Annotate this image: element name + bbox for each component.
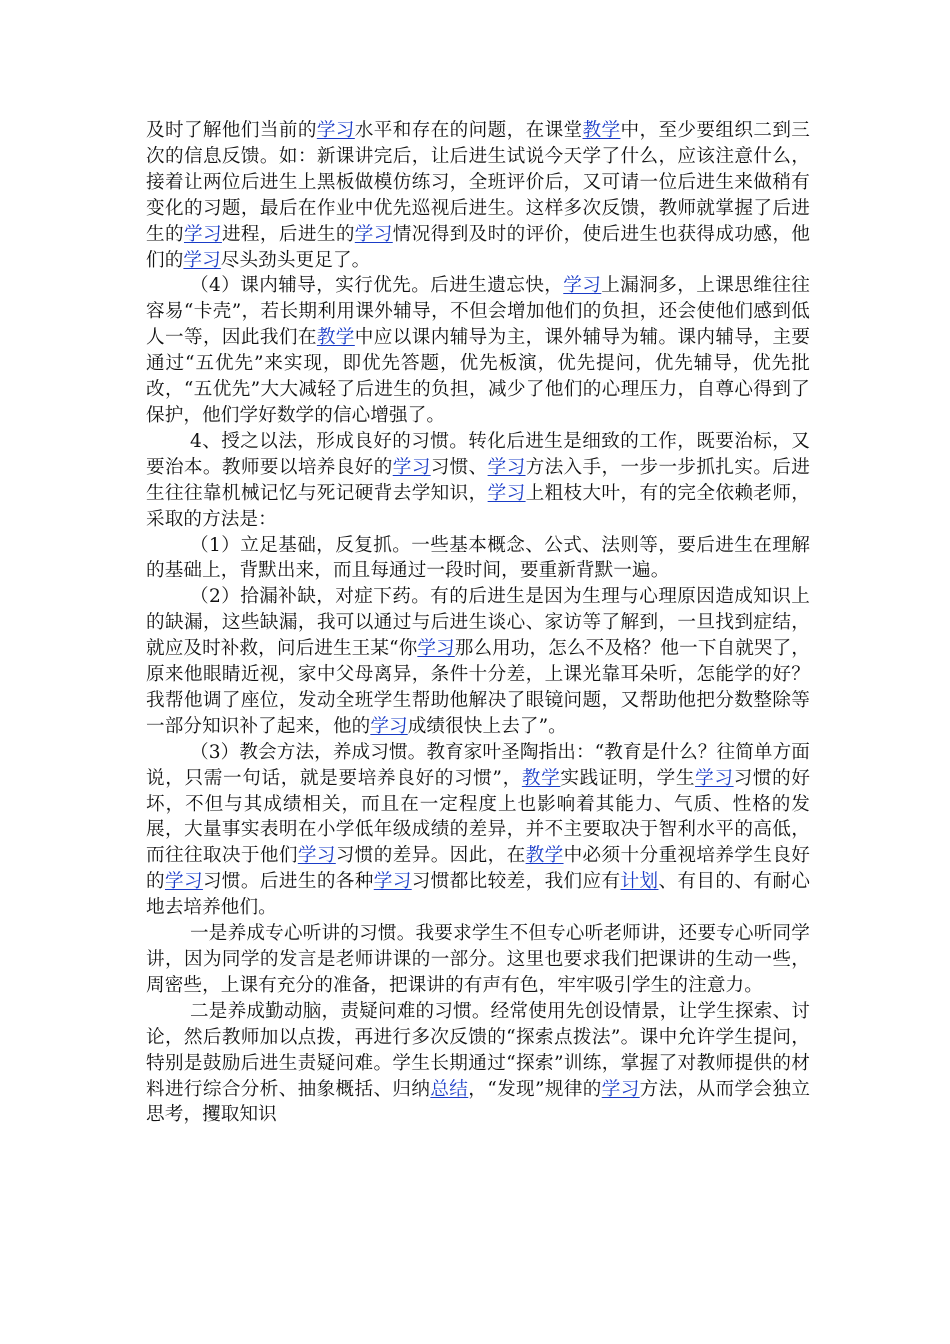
paragraph-text: （1）立足基础，反复抓。一些基本概念、公式、法则等，要后进生在理解的基础上，背默出来，而且每通过一段时间，要重新背默一遍。: [146, 534, 810, 582]
paragraph-text: 上漏洞多，上课思维往往容易“卡壳”，若长期利用课外辅导，不但会增加他们的负担，还会使他们感到低人一等，因此我们在: [146, 275, 810, 349]
paragraph-text: ，“发现”规律的: [468, 1078, 602, 1100]
keyword-link[interactable]: 教学: [521, 767, 561, 789]
document-body: [146, 118, 810, 1128]
keyword-link[interactable]: 教学: [525, 845, 564, 867]
keyword-link[interactable]: 学习: [487, 482, 526, 504]
paragraph: [146, 429, 810, 533]
keyword-link[interactable]: 学习: [695, 767, 734, 789]
keyword-link[interactable]: 学习: [417, 638, 455, 660]
paragraph: [146, 273, 810, 428]
paragraph-text: 及时了解他们当前的: [146, 120, 317, 141]
paragraph-text: 水平和存在的问题，在课堂: [354, 120, 583, 141]
paragraph-text: 习惯都比较差，我们应有: [411, 871, 621, 893]
keyword-link[interactable]: 学习: [183, 223, 222, 245]
paragraph-text: 二是养成勤动脑，责疑问难的习惯。经常使用先创设情景，让学生探索、讨论，然后教师加以点拨，再进行多次反馈的“探索点拨法”。课中允许学生提问，特别是鼓励后进生责疑问难。学生长期通过“探索”训练，掌握了对教师提供的材料进行综合分析、抽象概括、归纳: [146, 1000, 810, 1100]
keyword-link[interactable]: 学习: [354, 223, 393, 245]
keyword-link[interactable]: 学习: [164, 871, 203, 893]
paragraph-text: 中必须十分重视培养学生良好的: [146, 845, 810, 893]
paragraph-text: 中，至少要组织二到三次的信息反馈。如：新课讲完后，让后进生试说今天学了什么，应该注意什么，接着让两位后进生上黑板做模仿练习，全班评价后，又可请一位后进生来做稍有变化的习题，最后在作业中优先巡视后进生。这样多次反馈，教师就掌握了后进生的: [146, 120, 811, 245]
keyword-link[interactable]: 学习: [392, 456, 431, 478]
paragraph: [146, 118, 810, 273]
keyword-link[interactable]: 学习: [373, 871, 412, 893]
paragraph-text: 上粗枝大叶，有的完全依赖老师，采取的方法是：: [146, 482, 810, 530]
paragraph-text: （3）教会方法，养成习惯。教育家叶圣陶指出：“教育是什么？往简单方面说，只需一句话，就是要培养良好的习惯”，: [146, 741, 810, 789]
keyword-link[interactable]: 学习: [563, 275, 602, 297]
paragraph-text: 、有目的、有耐心地去培养他们。: [146, 871, 811, 919]
keyword-link[interactable]: 计划: [620, 871, 659, 893]
paragraph-text: 那么用功，怎么不及格？他一下自就哭了，原来他眼睛近视，家中父母离异，条件十分差，上课光靠耳朵听，怎能学的好？我帮他调了座位，发动全班学生帮助他解决了眼镜问题，又帮助他把分数整除等一部分知识补了起来，他的: [146, 638, 810, 737]
paragraph-text: 尽头劲头更足了。: [220, 249, 371, 271]
paragraph-text: 实践证明，学生: [560, 767, 696, 789]
keyword-link[interactable]: 教学: [316, 327, 355, 349]
paragraph: [146, 584, 810, 739]
keyword-link[interactable]: 学习: [297, 845, 336, 867]
keyword-link[interactable]: 学习: [316, 120, 355, 141]
paragraph: [146, 533, 810, 585]
paragraph-text: 一是养成专心听讲的习惯。我要求学生不但专心听老师讲，还要专心听同学讲，因为同学的发言是老师讲课的一部分。这里也要求我们把课讲的生动一些，周密些，上课有充分的准备，把课讲的有声有色，牢牢吸引学生的注意力。: [146, 923, 810, 996]
paragraph-text: 习惯、: [430, 456, 488, 478]
keyword-link[interactable]: 学习: [370, 715, 408, 737]
paragraph-text: （4）课内辅导，实行优先。后进生遗忘快，: [190, 275, 564, 297]
paragraph-text: 成绩很快上去了”。: [407, 715, 567, 737]
paragraph-text: 方法入手，一步一步抓扎实。后进生往往靠机械记忆与死记硬背去学知识，: [146, 456, 810, 504]
keyword-link[interactable]: 总结: [430, 1078, 469, 1100]
paragraph-text: 中应以课内辅导为主，课外辅导为辅。课内辅导，主要通过“五优先”来实现，即优先答题，优先板演，优先提问，优先辅导，优先批改，“五优先”大大减轻了后进生的负担，减少了他们的心理压力，自尊心得到了保护，他们学好数学的信心增强了。: [146, 327, 811, 426]
paragraph: [146, 740, 810, 921]
paragraph-text: 习惯的差异。因此，在: [335, 845, 526, 867]
paragraph: [146, 999, 810, 1129]
paragraph-text: 方法，从而学会独立思考，攫取知识: [146, 1078, 811, 1126]
paragraph-text: 进程，后进生的: [221, 223, 355, 245]
paragraph-text: 4、授之以法，形成良好的习惯。转化后进生是细致的工作，既要治标，又要治本。教师要以培养良好的: [146, 430, 810, 478]
paragraph-text: 习惯的好坏，不但与其成绩相关，而且在一定程度上也影响着其能力、气质、性格的发展，大量事实表明在小学低年级成绩的差异，并不主要取决于智利水平的高低，而往往取决于他们: [146, 767, 811, 867]
keyword-link[interactable]: 学习: [487, 456, 526, 478]
keyword-link[interactable]: 学习: [183, 249, 221, 271]
paragraph-text: 情况得到及时的评价，使后进生也获得成功感，他们的: [146, 223, 811, 271]
keyword-link[interactable]: 学习: [601, 1078, 640, 1100]
paragraph: [146, 921, 810, 999]
keyword-link[interactable]: 教学: [582, 120, 621, 141]
paragraph-text: （2）拾漏补缺，对症下药。有的后进生是因为生理与心理原因造成知识上的缺漏，这些缺漏，我可以通过与后进生谈心、家访等了解到，一旦找到症结，就应及时补救，问后进生王某“你: [146, 586, 810, 660]
paragraph-text: 习惯。后进生的各种: [202, 871, 374, 893]
